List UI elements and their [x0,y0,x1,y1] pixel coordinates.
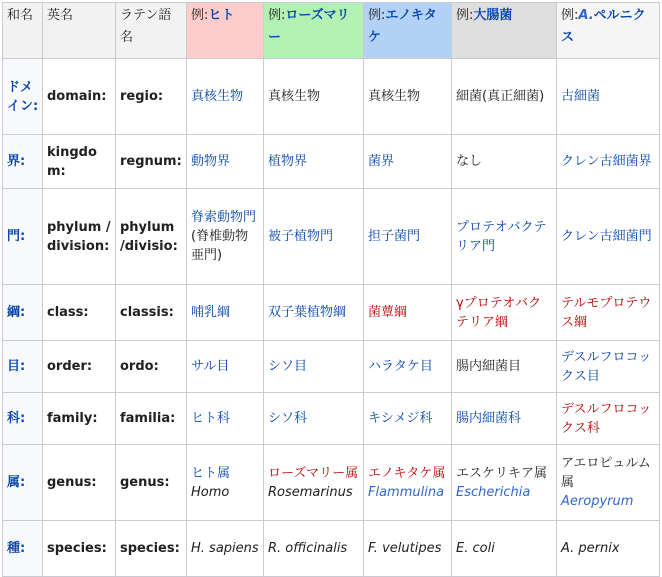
rank-label[interactable]: 種: [3,521,43,577]
rank-label[interactable]: 目: [3,341,43,393]
latin-name: regio: [116,59,187,135]
latin-name: phylum /divisio: [116,189,187,285]
scientific-name-link[interactable]: Flammulina [368,484,445,500]
taxonomy-table [2,2,660,577]
taxon-link[interactable]: デスルフロコックス目 [561,349,652,384]
latin-name: familia: [116,393,187,445]
header-example-link[interactable]: 大腸菌 [473,8,513,23]
header-english: 英名 [43,3,116,59]
taxon-cell [364,59,452,135]
taxon-cell [452,341,557,393]
taxon-redlink[interactable]: γプロテオバクテリア綱 [456,295,542,330]
taxon-cell [364,393,452,445]
taxon-cell [364,341,452,393]
taxon-link[interactable]: プロテオバクテリア門 [456,219,547,254]
taxon-cell [557,189,660,285]
taxon-cell [187,189,264,285]
latin-name: ordo: [116,341,187,393]
taxon-cell [264,189,364,285]
english-name: phylum /division: [43,189,116,285]
english-name: family: [43,393,116,445]
taxon-cell [187,341,264,393]
taxon-text: 真核生物 [268,89,321,104]
taxon-cell [187,393,264,445]
scientific-name: E. coli [456,541,495,556]
english-name: class: [43,285,116,341]
taxon-cell [452,445,557,521]
header-example-link[interactable]: エノキタケ [368,8,437,45]
taxon-text: なし [456,154,483,169]
scientific-name: R. officinalis [268,541,348,556]
taxon-link[interactable]: 菌界 [368,154,395,169]
row-family [3,393,660,445]
taxon-link[interactable]: キシメジ科 [368,411,433,426]
taxon-cell [364,135,452,189]
rank-label[interactable]: 綱: [3,285,43,341]
taxon-text: 腸内細菌目 [456,359,522,374]
taxon-link[interactable]: 動物界 [191,154,231,169]
taxon-redlink[interactable]: エノキタケ属 [368,465,446,481]
taxon-cell [264,341,364,393]
rank-label[interactable]: 属: [3,445,43,521]
header-latin: ラテン語名 [116,3,187,59]
english-name: domain: [43,59,116,135]
taxon-redlink[interactable]: テルモプロテウス綱 [561,295,652,330]
taxon-cell [452,59,557,135]
taxon-cell [187,59,264,135]
header-example-link[interactable]: ペルニクス [561,8,646,45]
taxon-link[interactable]: 双子葉植物綱 [268,305,347,320]
rank-label[interactable]: 界: [3,135,43,189]
header-wamei: 和名 [3,3,43,59]
taxon-cell [452,521,557,577]
taxon-cell [452,189,557,285]
scientific-name: H. sapiens [191,541,259,556]
taxon-note: (脊椎動物亜門) [191,229,249,263]
latin-name: classis: [116,285,187,341]
latin-name: species: [116,521,187,577]
taxon-cell [452,135,557,189]
scientific-name-link[interactable]: Escherichia [456,484,531,500]
taxon-cell [187,445,264,521]
row-phylum [3,189,660,285]
header-example-link[interactable]: ヒト [208,8,235,23]
taxon-text: エスケリキア属 [456,465,548,481]
header-prefix: 例: [268,8,286,23]
row-class [3,285,660,341]
taxon-link[interactable]: 脊索動物門 [191,210,257,225]
taxon-link[interactable]: シソ目 [268,359,308,374]
taxon-link[interactable]: 真核生物 [191,89,244,104]
scientific-name-link[interactable]: Aeropyrum [561,494,634,509]
scientific-name: Homo [191,484,230,500]
taxon-link[interactable]: クレン古細菌界 [561,154,652,169]
scientific-name: A. pernix [561,541,620,556]
taxon-text: 細菌(真正細菌) [456,89,545,104]
taxon-cell [187,285,264,341]
taxon-cell [187,135,264,189]
scientific-name: F. velutipes [368,541,442,556]
header-example-ecoli[interactable] [452,3,557,59]
taxon-cell [557,393,660,445]
taxon-link[interactable]: ヒト属 [191,465,231,481]
row-genus [3,445,660,521]
taxon-link[interactable]: 担子菌門 [368,229,421,244]
latin-name: genus: [116,445,187,521]
taxon-cell [557,445,660,521]
header-prefix: 例: [191,8,209,23]
english-name: order: [43,341,116,393]
rank-label[interactable]: 科: [3,393,43,445]
taxon-redlink[interactable]: ローズマリー属 [268,465,359,481]
taxon-cell [364,521,452,577]
row-species [3,521,660,577]
taxon-link[interactable]: サル目 [191,359,230,374]
english-name: kingdom: [43,135,116,189]
header-row [3,3,660,59]
taxon-cell [264,285,364,341]
rank-label[interactable]: ドメイン: [3,59,43,135]
english-name: species: [43,521,116,577]
taxon-cell [557,135,660,189]
row-domain [3,59,660,135]
taxon-link[interactable]: クレン古細菌門 [561,229,652,244]
taxon-cell [264,393,364,445]
scientific-name: Rosemarinus [268,484,353,500]
taxon-redlink[interactable]: デスルフロコックス科 [561,401,652,436]
row-order [3,341,660,393]
taxon-text: 真核生物 [368,89,421,104]
taxon-link[interactable]: 哺乳綱 [191,305,231,320]
taxon-cell [364,189,452,285]
taxon-link[interactable]: ハラタケ目 [368,359,433,374]
taxon-cell [264,445,364,521]
taxon-text: アエロピュルム属 [561,456,651,490]
taxon-link[interactable]: 古細菌 [561,89,601,104]
header-example-enokitake[interactable] [364,3,452,59]
taxon-cell [187,521,264,577]
taxon-cell [364,445,452,521]
taxon-link[interactable]: ヒト科 [191,411,231,426]
rank-label[interactable]: 門: [3,189,43,285]
row-kingdom [3,135,660,189]
header-prefix: 例: [561,8,579,23]
taxon-cell [264,59,364,135]
taxon-redlink[interactable]: 菌蕈綱 [368,305,408,320]
taxon-cell [557,341,660,393]
taxon-link[interactable]: 腸内細菌科 [456,411,522,426]
header-prefix: 例: [368,8,386,23]
taxon-link[interactable]: 植物界 [268,154,308,169]
latin-name: regnum: [116,135,187,189]
header-example-genus[interactable]: A. [578,8,594,23]
header-prefix: 例: [456,8,474,23]
taxon-cell [557,285,660,341]
taxon-link[interactable]: シソ科 [268,411,308,426]
taxon-cell [264,135,364,189]
taxon-link[interactable]: 被子植物門 [268,229,334,244]
taxon-cell [557,521,660,577]
taxon-cell [264,521,364,577]
english-name: genus: [43,445,116,521]
taxon-cell [452,393,557,445]
header-example-link[interactable]: ローズマリー [268,8,350,45]
header-example-aeropyrum[interactable] [557,3,660,59]
taxon-cell [364,285,452,341]
taxon-cell [452,285,557,341]
header-example-rosemary[interactable] [264,3,364,59]
header-example-human[interactable] [187,3,264,59]
taxon-cell [557,59,660,135]
